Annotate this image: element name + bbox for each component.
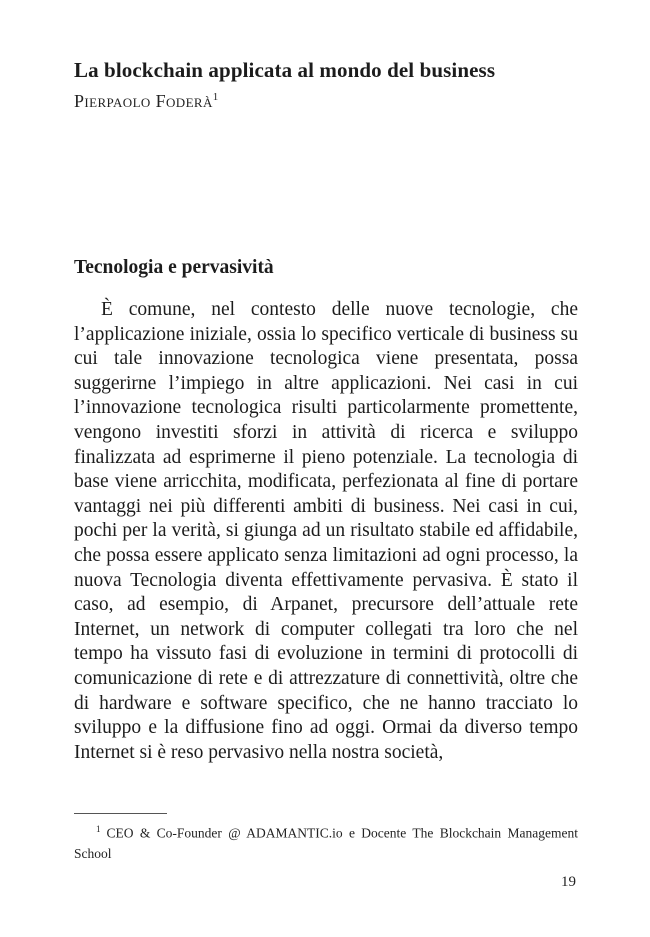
- footnote-marker: 1: [96, 824, 101, 834]
- author-name-text: Pierpaolo Foderà: [74, 91, 213, 111]
- footnote-text: CEO & Co-Founder @ ADAMANTIC.io e Docente The Blockchain Management School: [74, 825, 578, 861]
- section-heading: Tecnologia e pervasività: [74, 257, 274, 278]
- footnote-divider: [74, 813, 167, 814]
- footnote: [74, 819, 578, 864]
- author-footnote-marker: 1: [212, 91, 219, 103]
- body-paragraph: È comune, nel contesto delle nuove tecnologie, che l’applicazione iniziale, ossia lo specifico verticale di business su cui tale innovazione tecnologica viene presentata, possa suggerirne l’impiego in altre applicazioni. Nei casi in cui l’innovazione tecnologica risulti particolarmente promettente, vengono investiti sforzi in attività di ricerca e sviluppo finalizzata ad esprimerne il pieno potenziale. La tecnologia di base viene arricchita, modificata, perfezionata al fine di portare vantaggi nei più differenti ambiti di business. Nei casi in cui, pochi per la verità, si giunga ad un risultato stabile ed affidabile, che possa essere applicato senza limitazioni ad ogni processo, la nuova Tecnologia diventa effettivamente pervasiva. È stato il caso, ad esempio, di Arpanet, precursore dell’attuale rete Internet, un network di computer collegati tra loro che nel tempo ha vissuto fasi di evoluzione in termini di protocolli di comunicazione di rete e di attrezzature di connettività, oltre che di hardware e software specifico, che ne hanno tracciato lo sviluppo e la diffusione fino ad oggi. Ormai da diverso tempo Internet si è reso pervasivo nella nostra società,: [74, 299, 578, 763]
- page-number: 19: [561, 874, 576, 890]
- chapter-title: La blockchain applicata al mondo del business: [74, 58, 496, 82]
- author-name: [74, 86, 218, 112]
